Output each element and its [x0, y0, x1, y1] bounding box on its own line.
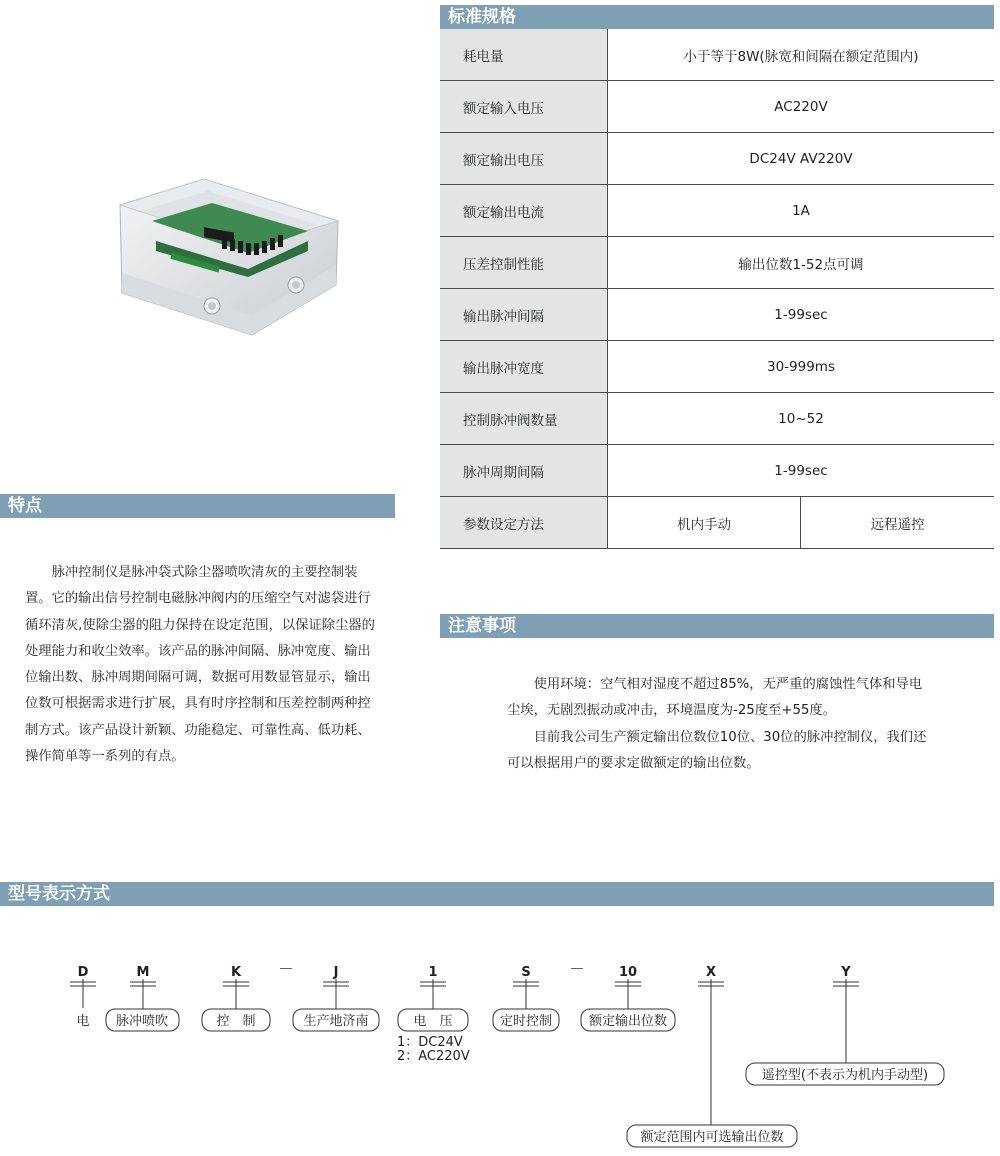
voltage-option-1: 1：DC24V: [397, 1035, 463, 1050]
label-voltage: 电 压: [413, 1014, 453, 1029]
table-row: [440, 185, 994, 237]
spec-label: 输出脉冲间隔: [440, 289, 608, 341]
table-row: [440, 133, 994, 185]
code-d: D: [77, 965, 89, 980]
table-row: [440, 81, 994, 133]
notes-header: 注意事项: [440, 614, 994, 638]
spec-label: 耗电量: [440, 29, 608, 81]
spec-value: 1-99sec: [608, 445, 995, 497]
code-m: M: [136, 965, 150, 980]
label-remote: 遥控型(不表示为机内手动型): [761, 1068, 929, 1083]
label-electric: 电: [76, 1014, 90, 1029]
model-diagram: [0, 955, 1000, 1156]
spec-value: 机内手动: [608, 497, 801, 549]
spec-value: DC24V AV220V: [608, 133, 995, 185]
spec-label: 额定输出电流: [440, 185, 608, 237]
features-header: 特点: [0, 494, 395, 518]
dash: —: [279, 961, 293, 976]
table-row: [440, 393, 994, 445]
table-row: [440, 445, 994, 497]
spec-label: 额定输出电压: [440, 133, 608, 185]
code-10: 10: [618, 965, 638, 980]
code-s: S: [521, 965, 531, 980]
spec-label: 输出脉冲宽度: [440, 341, 608, 393]
model-header: 型号表示方式: [0, 882, 994, 906]
label-selectable-outputs: 额定范围内可选输出位数: [640, 1130, 784, 1145]
table-row: [440, 237, 994, 289]
spec-table: [440, 29, 994, 549]
table-row: [440, 289, 994, 341]
label-timing: 定时控制: [499, 1014, 553, 1029]
spec-value: 1-99sec: [608, 289, 995, 341]
code-1: 1: [428, 965, 438, 980]
code-x: X: [705, 965, 717, 980]
features-paragraph: 脉冲控制仪是脉冲袋式除尘器喷吹清灰的主要控制装置。它的输出信号控制电磁脉冲阀内的压缩空气对滤袋进行循环清灰,使除尘器的阻力保持在设定范围，以保证除尘器的处理能力和收尘效率。该产品的脉冲间隔、脉冲宽度、输出位输出数、脉冲周期间隔可调，数据可用数显管显示，输出位数可根据需求进行扩展，具有时序控制和压差控制两种控制方式。该产品设计新颖、功能稳定、可靠性高、低功耗、操作简单等一系列的有点。: [25, 565, 375, 765]
dash: —: [570, 961, 584, 976]
label-control: 控 制: [216, 1014, 256, 1029]
spec-label: 控制脉冲阀数量: [440, 393, 608, 445]
code-j: J: [333, 965, 339, 980]
spec-label: 额定输入电压: [440, 81, 608, 133]
spec-value: 输出位数1-52点可调: [608, 237, 995, 289]
notes-paragraph-1: 使用环境：空气相对湿度不超过85%，无严重的腐蚀性气体和导电尘埃，无剧烈振动或冲击，环境温度为-25度至+55度。: [507, 677, 923, 719]
spec-value: 小于等于8W(脉宽和间隔在额定范围内): [608, 29, 995, 81]
spec-label: 参数设定方法: [440, 497, 608, 549]
spec-value: 30-999ms: [608, 341, 995, 393]
spec-value: 远程遥控: [801, 497, 994, 549]
product-photo: [112, 165, 344, 340]
features-text: [25, 560, 381, 770]
notes-text: [507, 672, 935, 777]
label-pulse-blow: 脉冲喷吹: [115, 1014, 169, 1029]
label-output-count: 额定输出位数: [588, 1014, 668, 1029]
spec-value: 10~52: [608, 393, 995, 445]
notes-paragraph-2: 目前我公司生产额定输出位数位10位、30位的脉冲控制仪，我们还可以根据用户的要求定做额定的输出位数。: [507, 729, 927, 771]
table-row: [440, 341, 994, 393]
voltage-option-2: 2：AC220V: [397, 1049, 470, 1064]
table-row: [440, 497, 994, 549]
table-row: [440, 29, 994, 81]
spec-header: 标准规格: [440, 5, 994, 29]
spec-value: AC220V: [608, 81, 995, 133]
spec-label: 脉冲周期间隔: [440, 445, 608, 497]
label-origin: 生产地济南: [303, 1014, 369, 1029]
code-k: K: [230, 965, 242, 980]
code-y: Y: [841, 965, 851, 980]
spec-label: 压差控制性能: [440, 237, 608, 289]
spec-value: 1A: [608, 185, 995, 237]
